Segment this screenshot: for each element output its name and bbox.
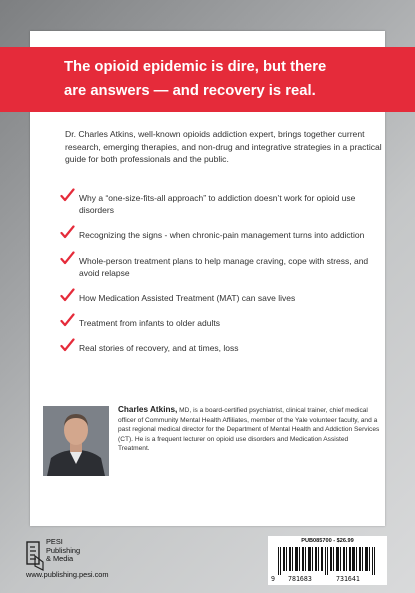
barcode-icon [278, 547, 378, 575]
isbn-group-2: 731641 [336, 575, 360, 583]
feature-item [60, 192, 380, 216]
feature-list [60, 192, 380, 354]
feature-text: Real stories of recovery, and at times, loss [79, 343, 239, 353]
publisher-url: www.publishing.pesi.com [26, 570, 109, 579]
check-icon [60, 313, 75, 328]
feature-text: Why a “one-size-fits-all approach” to addiction doesn’t work for opioid use disorders [79, 193, 356, 215]
intro-paragraph: Dr. Charles Atkins, well-known opioids addiction expert, brings together current research, emerging therapies, and non-drug and integrative strategies in a practical guide for both professionals and the public. [65, 129, 382, 165]
check-icon [60, 225, 75, 240]
author-bio [118, 405, 380, 454]
author-photo [43, 406, 109, 476]
author-name: Charles Atkins, [118, 405, 178, 414]
publisher-line-2: Publishing [46, 545, 81, 555]
feature-item [60, 292, 380, 304]
feature-text: Treatment from infants to older adults [79, 318, 220, 328]
feature-text: Whole-person treatment plans to help manage craving, cope with stress, and avoid relapse [79, 256, 369, 278]
check-icon [60, 188, 75, 203]
isbn-group-1: 781683 [288, 575, 312, 583]
headline-line-2: are answers — and recovery is real. [64, 83, 316, 99]
feature-text: Recognizing the signs - when chronic-pain management turns into addiction [79, 230, 365, 240]
product-code-price: PUB085700 - $26.99 [301, 538, 354, 544]
author-portrait-image [43, 406, 109, 476]
author-bio-text: is a board-certified psychiatrist, clinical trainer, chief medical officer of Community Mental Health Affiliates, member of the Yale volunteer faculty, and a past regional medical director for the Department of Mental Health and Addiction Services (CT). He is a frequent lecturer on opioid use disorders and Medication Assisted Treatment. [118, 407, 380, 453]
headline-banner [0, 47, 415, 112]
publisher-line-3: & Media [46, 554, 74, 564]
barcode-box [268, 536, 387, 585]
author-credential: MD, [177, 407, 192, 414]
headline [64, 55, 404, 103]
feature-item [60, 229, 380, 241]
publisher-line-1: PESI [46, 537, 63, 546]
feature-text: How Medication Assisted Treatment (MAT) can save lives [79, 293, 296, 303]
feature-item [60, 342, 380, 354]
publisher-name [46, 538, 80, 564]
check-icon [60, 251, 75, 266]
check-icon [60, 288, 75, 303]
headline-line-1: The opioid epidemic is dire, but there [64, 59, 327, 75]
feature-item [60, 317, 380, 329]
publisher-logo-icon [26, 541, 46, 571]
feature-item [60, 255, 380, 279]
check-icon [60, 338, 75, 353]
isbn-prefix: 9 [271, 575, 275, 583]
